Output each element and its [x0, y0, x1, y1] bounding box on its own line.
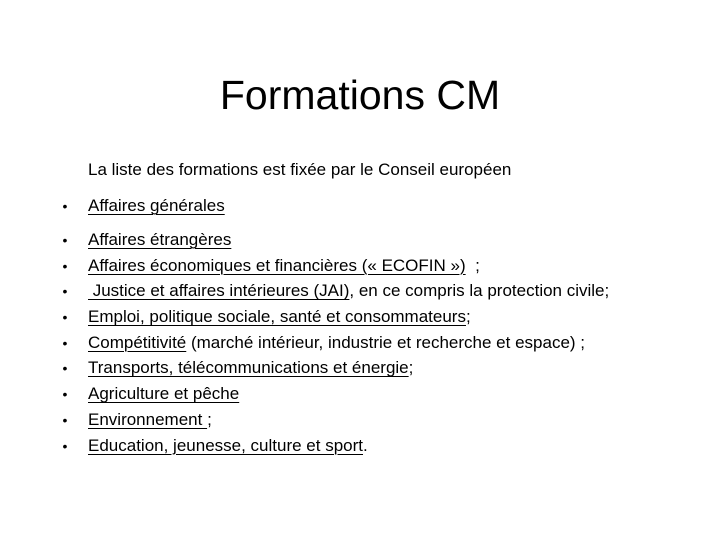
list-item-link[interactable]: Affaires générales: [88, 196, 225, 215]
bullet-icon: •: [62, 198, 68, 214]
list-item-text: [88, 194, 225, 218]
list-item-suffix: ;: [207, 409, 212, 429]
list-item-link[interactable]: Affaires économiques et financières (« ECOFIN »): [88, 255, 466, 275]
list-item-suffix: , en ce compris la protection civile;: [349, 281, 610, 301]
list-item-link[interactable]: Compétitivité: [88, 332, 187, 352]
bullet-icon: •: [62, 232, 68, 248]
list-item-text: [88, 331, 585, 355]
bullet-icon: •: [62, 437, 68, 454]
list-item-link[interactable]: Environnement: [88, 409, 208, 429]
bullet-icon: •: [62, 386, 68, 403]
list-item-link[interactable]: Emploi, politique sociale, santé et consommateurs: [88, 307, 466, 327]
list-item-suffix: ;: [408, 358, 414, 378]
list-item-suffix: ;: [465, 255, 480, 275]
list-item-text: [88, 408, 212, 432]
bullet-icon: •: [62, 411, 68, 428]
bullet-icon: •: [62, 283, 68, 300]
list-item-link[interactable]: Justice et affaires intérieures (JAI): [88, 281, 350, 301]
bullet-icon: •: [62, 334, 68, 351]
list-item-text: [88, 382, 239, 406]
list-item-link[interactable]: Affaires étrangères: [88, 230, 232, 249]
list-item-link[interactable]: Agriculture et pêche: [88, 384, 240, 404]
list-item-text: [88, 228, 231, 252]
intro-text: La liste des formations est fixée par le Conseil européen: [88, 160, 512, 179]
bullet-icon: •: [62, 257, 68, 274]
slide-title: Formations CM: [219, 72, 501, 118]
list-item-link[interactable]: Education, jeunesse, culture et sport: [88, 435, 363, 455]
list-item-text: [88, 279, 609, 303]
list-item-suffix: .: [363, 435, 368, 455]
list-item-link[interactable]: Transports, télécommunications et énergie: [88, 358, 409, 378]
list-item-text: [88, 434, 368, 458]
list-item-text: [88, 254, 480, 278]
list-item-text: [88, 305, 471, 329]
bullet-icon: •: [62, 360, 68, 377]
list-item-suffix: (marché intérieur, industrie et recherche et espace) ;: [186, 332, 586, 352]
bullet-icon: •: [62, 309, 68, 326]
list-item-text: [88, 356, 413, 380]
list-item-suffix: ;: [465, 307, 471, 327]
